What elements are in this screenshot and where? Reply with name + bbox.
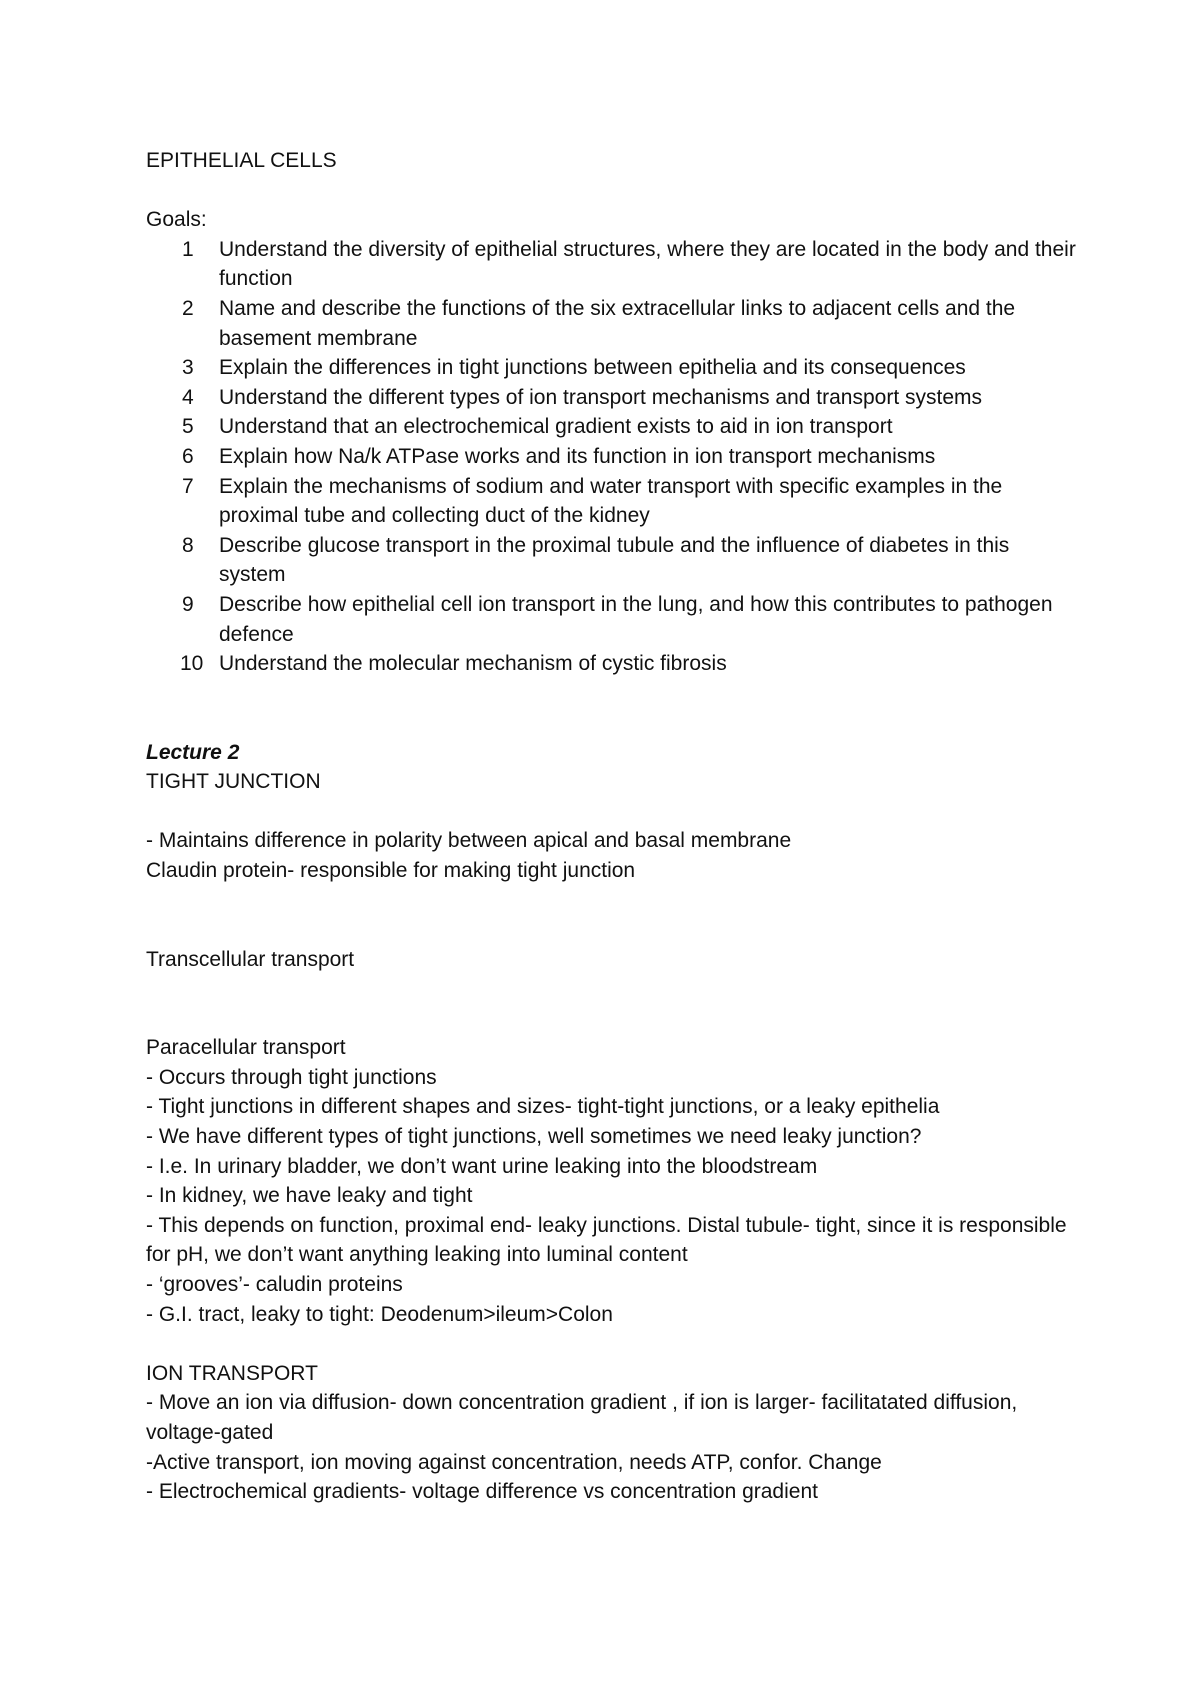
spacer <box>146 886 1076 945</box>
goal-number: 1 <box>182 237 194 261</box>
goal-text: Understand the different types of ion transport mechanisms and transport systems <box>219 385 982 409</box>
tight-junction-heading: TIGHT JUNCTION <box>146 770 321 794</box>
goal-item <box>146 383 1076 413</box>
goal-number: 4 <box>182 385 194 409</box>
goal-number: 6 <box>182 444 194 468</box>
tight-junction-line: - Maintains difference in polarity between apical and basal membrane <box>146 829 792 853</box>
ion-transport-heading: ION TRANSPORT <box>146 1361 318 1385</box>
goal-number: 3 <box>182 356 194 380</box>
goal-number: 8 <box>182 533 194 557</box>
paracellular-line: - G.I. tract, leaky to tight: Deodenum>ileum>Colon <box>146 1302 613 1326</box>
paracellular-line: - ‘grooves’- caludin proteins <box>146 1273 403 1296</box>
goal-item <box>146 353 1076 383</box>
goal-text: Describe how epithelial cell ion transport in the lung, and how this contributes to pathogen defence <box>219 592 1053 646</box>
goal-text: Explain how Na/k ATPase works and its function in ion transport mechanisms <box>219 444 936 468</box>
spacer <box>146 797 1076 827</box>
spacer <box>146 679 1076 738</box>
spacer <box>146 1329 1076 1359</box>
goal-number: 2 <box>182 296 194 320</box>
goal-number: 10 <box>180 652 204 676</box>
paracellular-line: - We have different types of tight junctions, well sometimes we need leaky junction? <box>146 1125 922 1149</box>
goal-number: 9 <box>182 592 194 616</box>
ion-transport-line: - Move an ion via diffusion- down concentration gradient , if ion is larger- facilitatated diffusion, voltage-gated <box>146 1391 1018 1444</box>
goal-text: Understand that an electrochemical gradient exists to aid in ion transport <box>219 415 893 439</box>
spacer <box>146 176 1076 206</box>
goal-item <box>146 442 1076 472</box>
ion-transport-line: - Electrochemical gradients- voltage difference vs concentration gradient <box>146 1480 818 1504</box>
goal-text: Explain the differences in tight junctions between epithelia and its consequences <box>219 356 966 380</box>
paracellular-line: - This depends on function, proximal end- leaky junctions. Distal tubule- tight, since it is responsible for pH, we don’t want anything leaking into luminal content <box>146 1213 1067 1267</box>
lecture-heading: Lecture 2 <box>146 740 240 764</box>
goals-list <box>146 235 1076 679</box>
goal-item <box>146 235 1076 294</box>
document-title: EPITHELIAL CELLS <box>146 149 337 172</box>
goal-text: Name and describe the functions of the six extracellular links to adjacent cells and the basement membrane <box>219 296 1016 350</box>
paracellular-line: - I.e. In urinary bladder, we don’t want urine leaking into the bloodstream <box>146 1154 818 1178</box>
document-page <box>146 146 1076 1507</box>
goal-item <box>146 294 1076 353</box>
paracellular-heading: Paracellular transport <box>146 1036 346 1060</box>
paracellular-line: - Occurs through tight junctions <box>146 1065 437 1089</box>
goal-item <box>146 590 1076 649</box>
paracellular-line: - Tight junctions in different shapes and sizes- tight-tight junctions, or a leaky epithelia <box>146 1095 940 1119</box>
goal-item <box>146 412 1076 442</box>
transcellular-heading: Transcellular transport <box>146 947 355 971</box>
goal-number: 5 <box>182 415 194 439</box>
goal-item <box>146 531 1076 590</box>
goals-label: Goals: <box>146 208 207 232</box>
ion-transport-line: -Active transport, ion moving against concentration, needs ATP, confor. Change <box>146 1450 882 1474</box>
goal-number: 7 <box>182 474 194 498</box>
goal-text: Describe glucose transport in the proximal tubule and the influence of diabetes in this system <box>219 533 1010 587</box>
goal-item <box>146 649 1076 679</box>
spacer <box>146 974 1076 1033</box>
tight-junction-line: Claudin protein- responsible for making tight junction <box>146 859 636 883</box>
goal-text: Understand the molecular mechanism of cystic fibrosis <box>219 652 727 676</box>
goal-item <box>146 472 1076 531</box>
paracellular-line: - In kidney, we have leaky and tight <box>146 1184 473 1208</box>
goal-text: Explain the mechanisms of sodium and water transport with specific examples in the proximal tube and collecting duct of the kidney <box>219 474 1003 528</box>
goal-text: Understand the diversity of epithelial structures, where they are located in the body and their function <box>219 237 1076 291</box>
